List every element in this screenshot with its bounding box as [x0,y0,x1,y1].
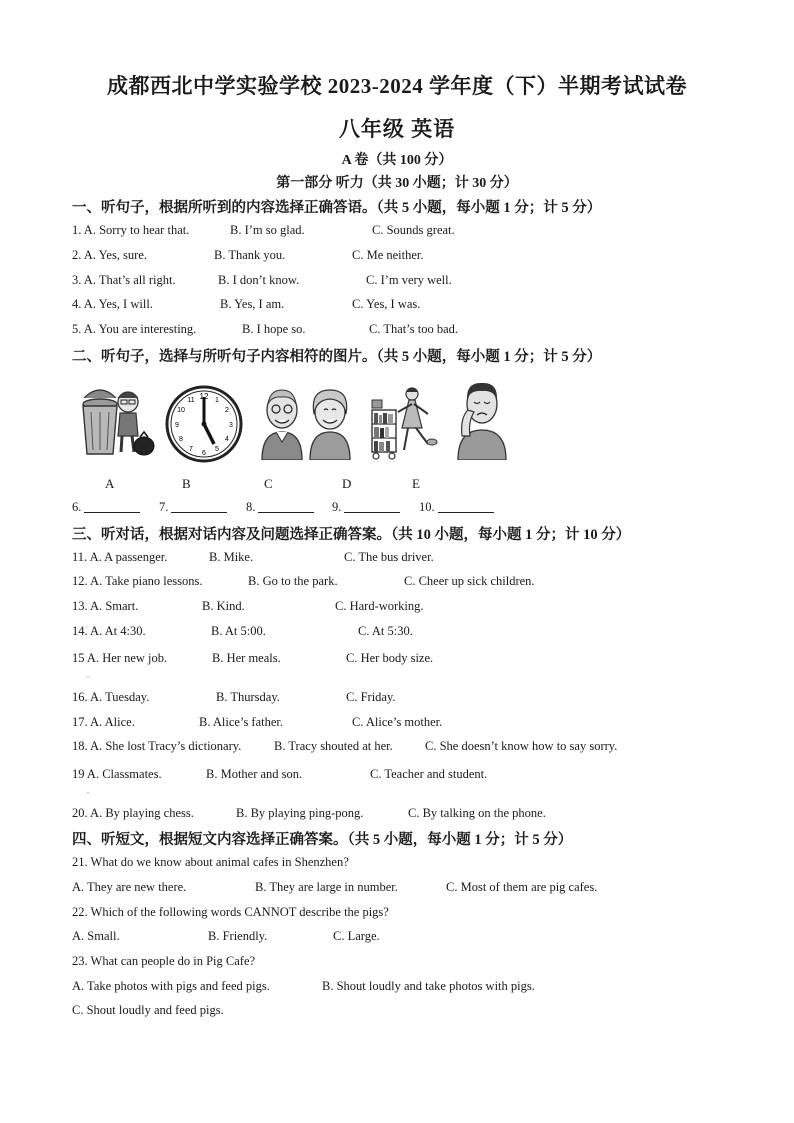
option-b: B. By playing ping-pong. [236,806,364,820]
option-b: B. At 5:00. [211,624,266,638]
blank-line[interactable] [258,500,314,513]
picture-label-a: A [105,476,115,491]
option-a: A. They are new there. [72,880,187,894]
answer-blank-10[interactable] [419,500,494,515]
blank-line[interactable] [438,500,494,513]
answer-blank-6[interactable] [72,500,140,515]
svg-text:7: 7 [189,446,193,453]
option-a: 16. A. Tuesday. [72,690,150,704]
option-c: C. By talking on the phone. [408,806,546,820]
picture-label-b: B [182,476,191,491]
option-a: 20. A. By playing chess. [72,806,194,820]
svg-text:3: 3 [229,422,233,429]
option-c: C. At 5:30. [358,624,413,638]
option-c: C. Yes, I was. [352,297,421,311]
option-c: C. Her body size. [346,651,434,665]
option-c: C. Teacher and student. [370,767,488,781]
svg-text:5: 5 [215,446,219,453]
exam-title: 成都西北中学实验学校 2023-2024 学年度（下）半期考试试卷 [107,74,687,98]
picture-a-trash-boy [76,380,156,460]
option-c: C. She doesn’t know how to say sorry. [425,739,618,753]
question-21-stem: 21. What do we know about animal cafes in Shenzhen? [72,855,349,869]
svg-text:6: 6 [202,450,206,457]
option-b: B. I hope so. [242,322,306,336]
blank-number: 7. [159,500,169,514]
option-c: C. Alice’s mother. [352,715,443,729]
svg-text:2: 2 [225,407,229,414]
picture-label-d: D [342,476,352,491]
option-a: A. Small. [72,929,120,943]
option-b: B. I’m so glad. [230,223,305,237]
option-b: B. Shout loudly and take photos with pigs. [322,979,535,993]
picture-label-e: E [412,476,420,491]
section3-heading: 三、听对话，根据对话内容及问题选择正确答案。（共 10 小题，每小题 1 分；计 10 分） [72,527,631,543]
question-22-stem: 22. Which of the following words CANNOT describe the pigs? [72,905,389,919]
answer-blank-9[interactable] [332,500,400,515]
svg-text:8: 8 [179,436,183,443]
picture-b-clock [164,384,244,464]
svg-text:11: 11 [187,397,195,404]
option-b: B. I don’t know. [218,273,300,287]
blank-number: 8. [246,500,256,514]
answer-blank-8[interactable] [246,500,314,515]
question-23-stem: 23. What can people do in Pig Cafe? [72,954,256,968]
option-b: B. Thursday. [216,690,280,704]
blank-line[interactable] [84,500,140,513]
option-a: 12. A. Take piano lessons. [72,574,203,588]
option-c: C. Large. [333,929,380,943]
section2-heading: 二、听句子，选择与所听句子内容相符的图片。（共 5 小题，每小题 1 分；计 5 分） [72,349,602,365]
option-b: B. Friendly. [208,929,268,943]
section1-heading: 一、听句子，根据所听到的内容选择正确答语。（共 5 小题，每小题 1 分；计 5 分） [72,200,602,216]
option-c: C. Most of them are pig cafes. [446,880,598,894]
option-a: 2. A. Yes, sure. [72,248,148,262]
option-a: 15 A. Her new job. [72,651,168,665]
picture-d-girl-bookshelf [368,384,440,460]
option-a: A. Take photos with pigs and feed pigs. [72,979,270,993]
option-a: 18. A. She lost Tracy’s dictionary. [72,739,242,753]
option-c: C. Shout loudly and feed pigs. [72,1003,224,1017]
option-a: 13. A. Smart. [72,599,139,613]
option-a: 14. A. At 4:30. [72,624,146,638]
part-one-label: 第一部分 听力（共 30 小题；计 30 分） [276,176,518,191]
option-b: B. Tracy shouted at her. [274,739,393,753]
option-a: 1. A. Sorry to hear that. [72,223,190,237]
picture-c-elderly-couple [258,380,354,460]
blank-line[interactable] [344,500,400,513]
option-a: 11. A. A passenger. [72,550,168,564]
option-c: C. Hard-working. [335,599,424,613]
option-b: B. Mike. [209,550,254,564]
svg-text:9: 9 [175,422,179,429]
stray-mark: . [87,670,89,679]
exam-subtitle: 八年级 英语 [338,117,456,141]
svg-text:4: 4 [225,436,229,443]
option-b: B. Thank you. [214,248,286,262]
option-b: B. They are large in number. [255,880,398,894]
option-c: C. That’s too bad. [369,322,459,336]
option-b: B. Kind. [202,599,245,613]
picture-label-c: C [264,476,273,491]
svg-text:10: 10 [177,407,185,414]
section4-heading: 四、听短文，根据短文内容选择正确答案。（共 5 小题，每小题 1 分；计 5 分） [72,832,573,848]
blank-number: 6. [72,500,82,514]
option-a: 19 A. Classmates. [72,767,162,781]
option-a: 3. A. That’s all right. [72,273,176,287]
svg-text:12: 12 [199,392,209,401]
option-b: B. Mother and son. [206,767,303,781]
option-b: B. Her meals. [212,651,281,665]
option-c: C. Cheer up sick children. [404,574,535,588]
answer-blank-7[interactable] [159,500,227,515]
option-c: C. I’m very well. [366,273,452,287]
option-b: B. Alice’s father. [199,715,284,729]
option-a: 4. A. Yes, I will. [72,297,153,311]
svg-text:1: 1 [215,397,219,404]
option-b: B. Go to the park. [248,574,338,588]
option-c: C. Sounds great. [372,223,455,237]
blank-line[interactable] [171,500,227,513]
option-b: B. Yes, I am. [220,297,285,311]
option-c: C. Friday. [346,690,396,704]
paper-a-label: A 卷（共 100 分） [341,153,453,168]
option-a: 5. A. You are interesting. [72,322,197,336]
blank-number: 9. [332,500,342,514]
option-c: C. Me neither. [352,248,424,262]
option-a: 17. A. Alice. [72,715,135,729]
option-c: C. The bus driver. [344,550,434,564]
picture-e-toothache-man [454,378,510,460]
stray-mark: . [87,786,89,795]
blank-number: 10. [419,500,435,514]
